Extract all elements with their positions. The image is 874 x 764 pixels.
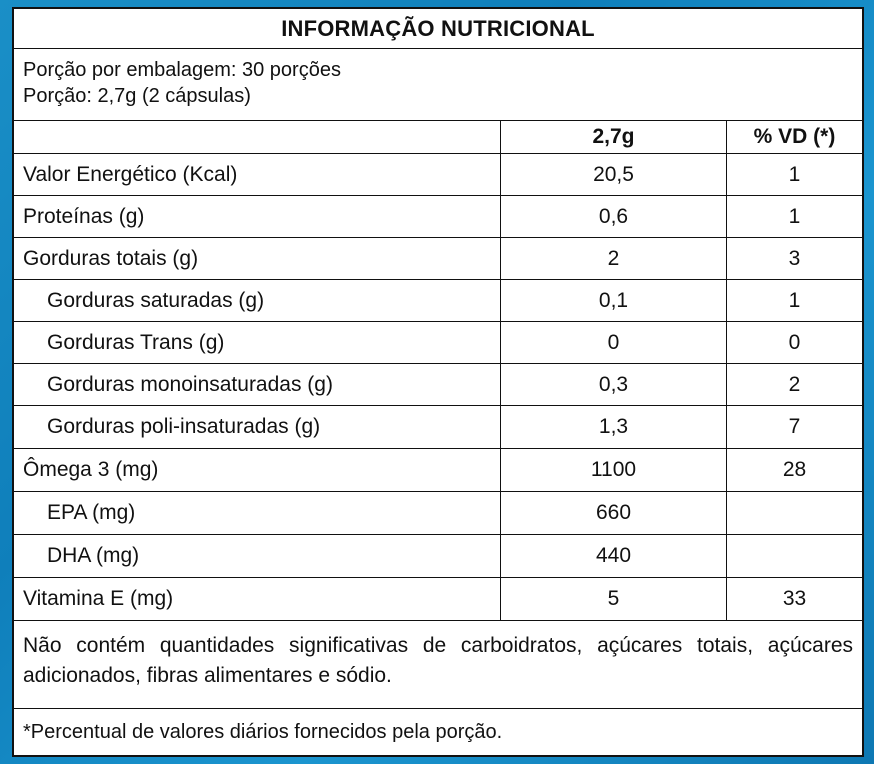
row-amount: 1,3 <box>500 406 726 448</box>
row-amount: 1100 <box>500 449 726 491</box>
table-row <box>14 406 862 449</box>
header-amount: 2,7g <box>500 121 726 153</box>
row-label: Valor Energético (Kcal) <box>23 162 238 186</box>
nutrition-facts-table <box>12 7 864 757</box>
row-vd: 1 <box>726 154 862 195</box>
table-row <box>14 238 862 280</box>
row-amount: 2 <box>500 238 726 279</box>
portion-info <box>14 49 862 121</box>
row-label: DHA (mg) <box>47 544 140 567</box>
row-vd: 28 <box>726 449 862 491</box>
row-vd: 7 <box>726 406 862 448</box>
table-row <box>14 578 862 621</box>
row-label: Gorduras saturadas (g) <box>47 288 265 312</box>
row-vd: 3 <box>726 238 862 279</box>
row-vd <box>726 535 862 577</box>
row-label: Gorduras poli-insaturadas (g) <box>47 415 321 438</box>
row-label: Proteínas (g) <box>23 204 145 228</box>
row-label: Ômega 3 (mg) <box>23 458 159 481</box>
header-label <box>14 121 500 153</box>
table-row <box>14 154 862 196</box>
portion-serving: Porção: 2,7g (2 cápsulas) <box>23 85 251 107</box>
row-vd: 1 <box>726 280 862 321</box>
table-row <box>14 492 862 535</box>
row-amount: 5 <box>500 578 726 620</box>
table-title: INFORMAÇÃO NUTRICIONAL <box>14 9 862 49</box>
row-vd: 0 <box>726 322 862 363</box>
row-amount: 440 <box>500 535 726 577</box>
header-vd: % VD (*) <box>726 121 862 153</box>
row-amount: 0,1 <box>500 280 726 321</box>
table-row <box>14 449 862 492</box>
row-amount: 20,5 <box>500 154 726 195</box>
row-amount: 660 <box>500 492 726 534</box>
row-label: Gorduras Trans (g) <box>47 330 225 354</box>
vd-footnote: *Percentual de valores diários fornecidos pela porção. <box>23 720 503 743</box>
row-vd: 33 <box>726 578 862 620</box>
row-label: Gorduras totais (g) <box>23 246 199 270</box>
row-label: Vitamina E (mg) <box>23 587 174 610</box>
row-vd: 2 <box>726 364 862 405</box>
row-label: EPA (mg) <box>47 501 136 524</box>
table-row <box>14 535 862 578</box>
table-row <box>14 364 862 406</box>
table-row <box>14 322 862 364</box>
row-amount: 0,3 <box>500 364 726 405</box>
row-amount: 0,6 <box>500 196 726 237</box>
table-row <box>14 196 862 238</box>
portion-per-package: Porção por embalagem: 30 porções <box>23 59 341 81</box>
table-row <box>14 280 862 322</box>
nutrition-note: Não contém quantidades significativas de carboidratos, açúcares totais, açúcares adicionados, fibras alimentares e sódio. <box>14 621 862 709</box>
row-vd <box>726 492 862 534</box>
row-vd: 1 <box>726 196 862 237</box>
table-header-row <box>14 121 862 154</box>
row-amount: 0 <box>500 322 726 363</box>
row-label: Gorduras monoinsaturadas (g) <box>47 372 333 396</box>
